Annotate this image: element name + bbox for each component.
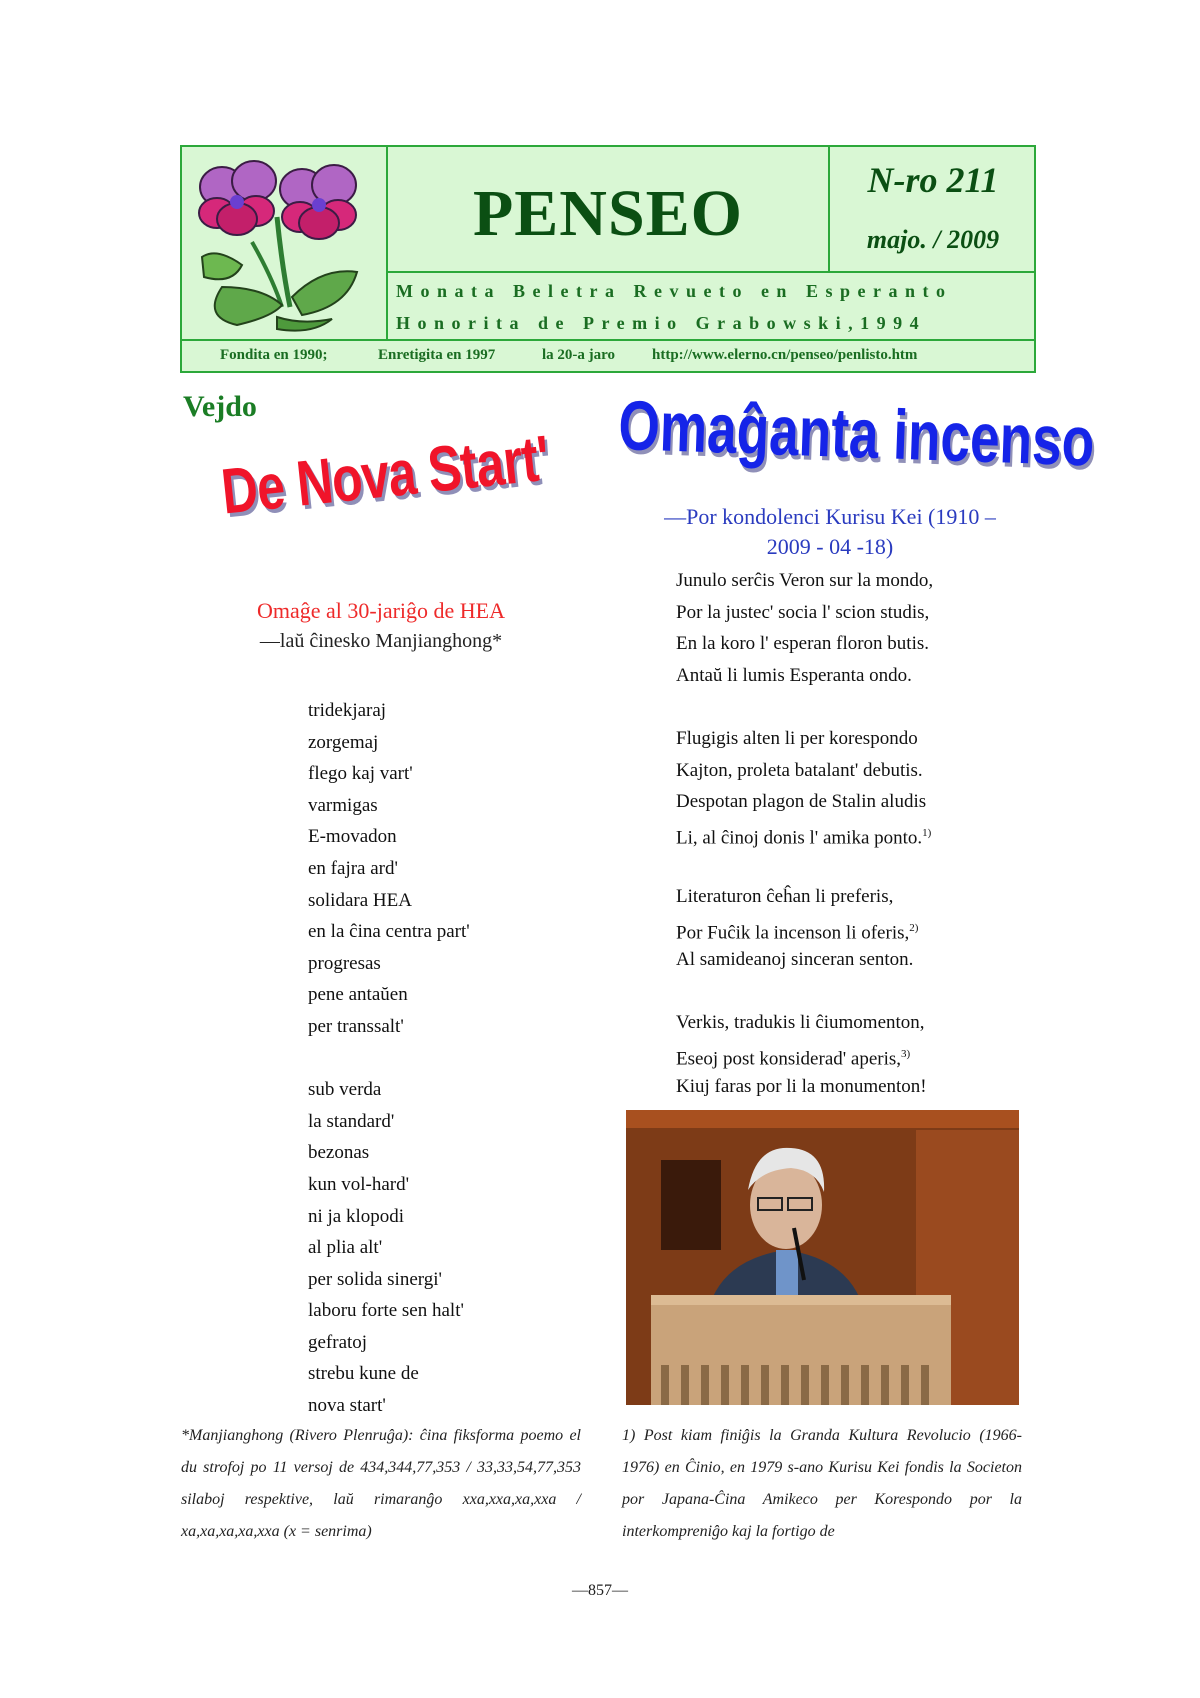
footnote-marker: 2) (909, 921, 919, 934)
poem-line: strebu kune de (308, 1363, 419, 1385)
poem-line: laboru forte sen halt' (308, 1300, 464, 1322)
footnote-marker: 1) (922, 826, 932, 839)
poem-line: Despotan plagon de Stalin aludis (676, 791, 927, 813)
poem-line: Por la justec' socia l' scion studis, (676, 601, 930, 623)
poem-line (676, 818, 1036, 850)
founded-text: Fondita en 1990; (220, 347, 328, 363)
poem-line: Antaŭ li lumis Esperanta ondo. (676, 664, 912, 686)
poem-line (676, 1039, 1036, 1071)
footnote-left: *Manjianghong (Rivero Plenruĝa): ĉina fiksforma poemo el du strofoj po 11 versoj de 434,344,77,353 / 33,33,54,77,353 silaboj respektive, laŭ rimaranĝo xxa,xxa,xa,xxa / xa,xa,xa,xa,xxa (x = senrima) (181, 1427, 581, 1540)
poem-body-right (676, 565, 1036, 1102)
poem-subtitle: Omaĝe al 30-jariĝo de HEA (256, 598, 506, 623)
poem-dedication: —Por kondolenci Kurisu Kei (1910 – 2009 - 04 -18) (664, 504, 996, 559)
masthead-footer (182, 341, 1034, 371)
website-link[interactable]: http://www.elerno.cn/penseo/penlisto.htm (652, 347, 918, 363)
poem-title-de-nova-start: De Nova Start' (218, 421, 553, 528)
poem-line: Kiuj faras por li la monumenton! (676, 1075, 927, 1097)
poem-line: kun vol-hard' (308, 1173, 410, 1195)
poem-line: Junulo serĉis Veron sur la mondo, (676, 570, 934, 591)
issue-number: N-ro 211 (867, 160, 999, 200)
registered-text: Enretigita en 1997 (378, 347, 496, 363)
poem-line: gefratoj (308, 1331, 368, 1353)
poem-line: Verkis, tradukis li ĉiumomenton, (676, 1012, 925, 1034)
poem-author: —laŭ ĉinesko Manjianghong* (259, 630, 503, 652)
poem-line-text: Eseoj post konsiderad' aperis, (676, 1048, 902, 1070)
poem-line: la standard' (308, 1110, 395, 1132)
poem-line (676, 913, 1036, 945)
poem-line: zorgemaj (308, 731, 379, 753)
footnote-right: 1) Post kiam finiĝis la Granda Kultura Revolucio (1966-1976) en Ĉinio, en 1979 s-ano Kurisu Kei fondis la Societon por Japana-Ĉina Amikeco per Korespondo por la interkompreniĝo kaj la fortigo de (622, 1427, 1022, 1540)
anniversary-text: la 20-a jaro (542, 347, 616, 363)
poem-line: progresas (308, 952, 381, 974)
subtitle-line-2: Honorita de Premio Grabowski,1994 (396, 313, 927, 333)
poem-line: en la ĉina centra part' (308, 921, 470, 943)
poem-line: per solida sinergi' (308, 1268, 442, 1290)
masthead (180, 145, 1036, 373)
issue-date: majo. / 2009 (866, 225, 1000, 254)
poem-line: pene antaŭen (308, 984, 408, 1006)
poem-line-text: Por Fuĉik la incenson li oferis, (676, 921, 910, 943)
poem-title-omaganta-incenso: Omaĝanta incenso (617, 385, 1096, 481)
poem-line: en fajra ard' (308, 857, 398, 879)
poem-line: flego kaj vart' (308, 763, 413, 785)
magazine-title: PENSEO (472, 177, 744, 250)
poem-line: Kajton, proleta batalant' debutis. (676, 759, 923, 781)
poem-line: ni ja klopodi (308, 1205, 405, 1227)
poem-line: per transsalt' (308, 1015, 404, 1037)
page-number: —857— (572, 1582, 628, 1599)
poem-line: sub verda (308, 1079, 382, 1101)
poem-line: tridekjaraj (308, 700, 387, 721)
poem-line: Flugigis alten li per korespondo (676, 727, 918, 749)
poem-line: Literaturon ĉeĥan li preferis, (676, 885, 894, 907)
poem-line: En la koro l' esperan floron butis. (676, 633, 930, 655)
section-label: Vejdo (183, 390, 257, 423)
poem-line: al plia alt' (308, 1237, 383, 1259)
subtitle-line-1: Monata Beletra Revueto en Esperanto (396, 281, 953, 301)
poem-line: solidara HEA (308, 889, 412, 911)
poem-body-left (308, 695, 608, 1422)
poem-line: Al samideanoj sinceran senton. (676, 949, 914, 971)
poem-line: varmigas (308, 794, 378, 816)
speaker-photo (626, 1110, 1019, 1405)
pansy-flower-logo (182, 147, 387, 339)
poem-line: nova start' (308, 1395, 386, 1417)
poem-line: bezonas (308, 1142, 370, 1164)
poem-line-text: Li, al ĉinoj donis l' amika ponto. (676, 827, 923, 849)
poem-line: E-movadon (308, 826, 397, 848)
footnote-marker: 3) (901, 1047, 911, 1060)
